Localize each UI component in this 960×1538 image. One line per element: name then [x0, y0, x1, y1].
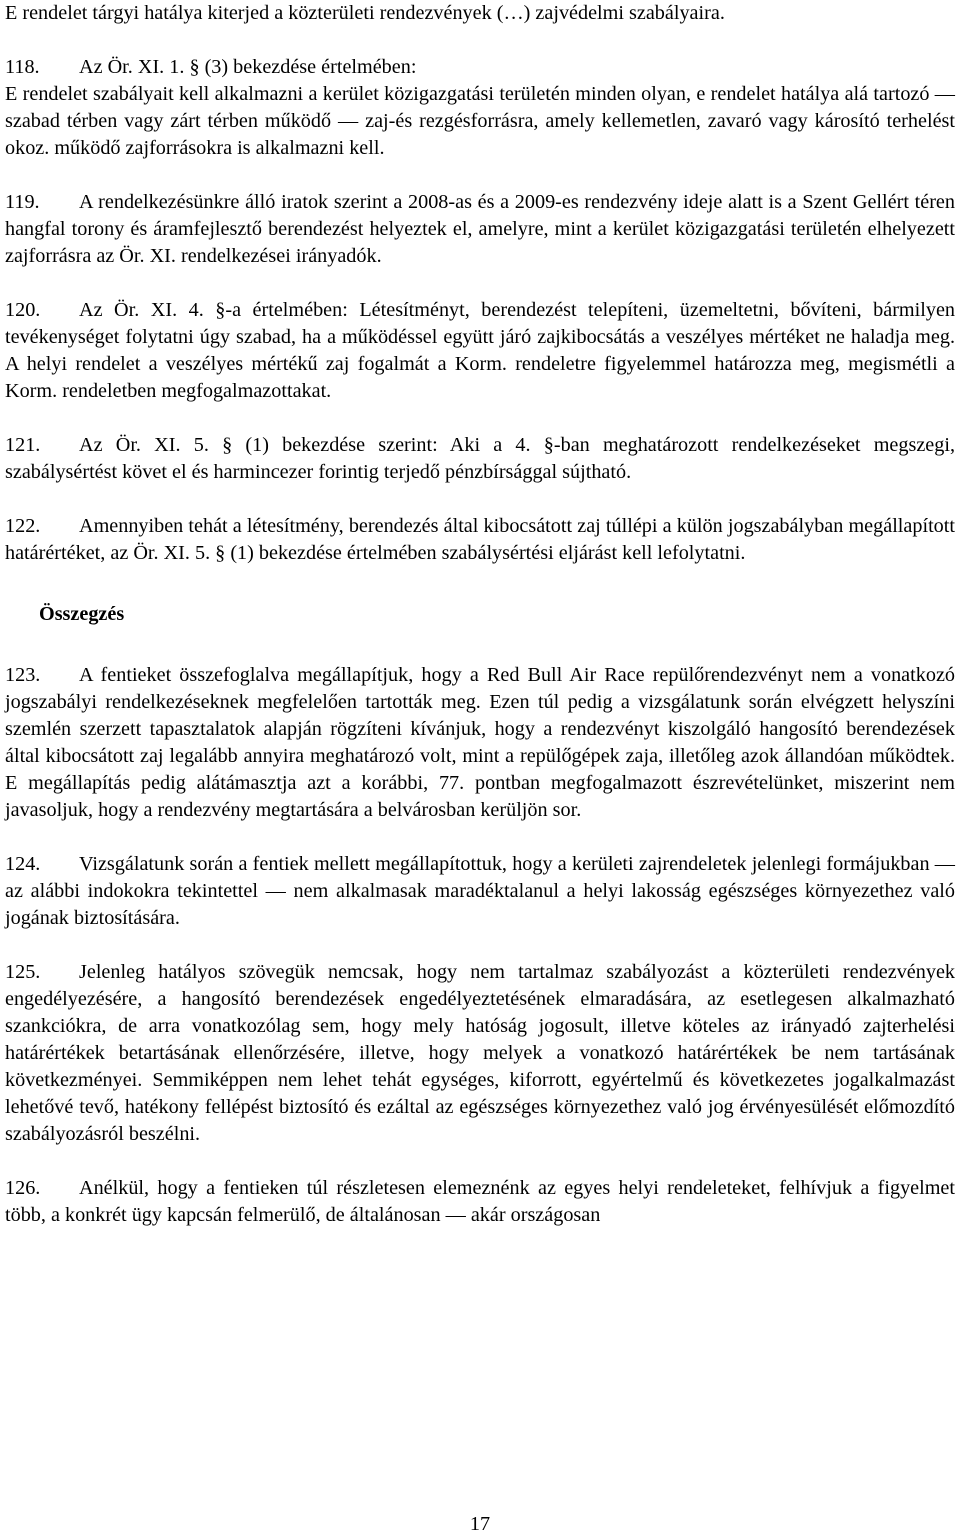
paragraph-119 [5, 189, 955, 270]
paragraph-118 [5, 54, 955, 162]
paragraph-number: 122. [5, 515, 41, 537]
paragraph-122 [5, 513, 955, 567]
paragraph-text: Vizsgálatunk során a fentiek mellett megállapítottuk, hogy a kerületi zajrendeletek jelenlegi formájukban — az alábbi indokokra tekintettel — nem alkalmasak maradéktalanul a helyi lakosság egészséges környezethez való jogának biztosítására. [5, 853, 955, 929]
document-page [5, 0, 955, 1229]
paragraph-number: 124. [5, 853, 41, 875]
spacer [5, 567, 955, 601]
paragraph-123 [5, 662, 955, 824]
spacer [5, 932, 955, 959]
spacer [5, 27, 955, 54]
paragraph-number: 126. [5, 1177, 41, 1199]
paragraph-124 [5, 851, 955, 932]
paragraph-126 [5, 1175, 955, 1229]
paragraph-text: Amennyiben tehát a létesítmény, berendezés által kibocsátott zaj túllépi a külön jogszabályban megállapított határértéket, az Ör. XI. 5. § (1) bekezdése értelmében szabálysértési eljárást kell lefolytatni. [5, 515, 955, 564]
spacer [5, 405, 955, 432]
paragraph-text: Az Ör. XI. 5. § (1) bekezdése szerint: Aki a 4. §-ban meghatározott rendelkezéseket megszegi, szabálysértést követ el és harmincezer forintig terjedő pénzbírsággal sújtható. [5, 434, 955, 483]
paragraph-number: 120. [5, 299, 41, 321]
section-heading: Összegzés [39, 603, 125, 625]
paragraph-text: Jelenleg hatályos szövegük nemcsak, hogy nem tartalmaz szabályozást a közterületi rendezvények engedélyezésére, a hangosító berendezések engedélyeztetésének elmaradására, az esetlegesen alkalmazható szankciókra, de arra vonatkozólag sem, hogy mely hatóság jogosult, illetve köteles az irányadó zajterhelési határértékek betartásának ellenőrzésére, illetve, hogy melyek a vonatkozó határértékek be nem tartásának következményei. Semmiképpen nem lehet tehát egységes, kiforrott, egyértelmű és következetes jogalkalmazást lehetővé tevő, hatékony fellépést biztosító és ezáltal az egészséges környezethez való jog érvényesülését előmozdító szabályozásról beszélni. [5, 961, 955, 1145]
spacer [5, 486, 955, 513]
page-number: 17 [469, 1513, 491, 1535]
spacer [5, 270, 955, 297]
paragraph-text: E rendelet szabályait kell alkalmazni a kerület közigazgatási területén minden olyan, e rendelet hatálya alá tartozó — szabad térben vagy zárt térben működő — zaj-és rezgésforrásra, amely kellemetlen, zavaró vagy károsító terhelést okoz. működő zajforrásokra is alkalmazni kell. [5, 83, 955, 159]
paragraph-125 [5, 959, 955, 1148]
paragraph-number: 119. [5, 191, 40, 213]
paragraph-text: Az Ör. XI. 4. §-a értelmében: Létesítményt, berendezést telepíteni, üzemeltetni, bővíteni, bármilyen tevékenységet folytatni úgy szabad, ha a működéssel együtt járó zajkibocsátás a veszélyes mértéket ne haladja meg. A helyi rendelet a veszélyes mértékű zaj fogalmát a Korm. rendeletre figyelemmel határozza meg, megismétli a Korm. rendeletben megfogalmazottakat. [5, 299, 955, 402]
paragraph-number: 118. [5, 56, 40, 78]
paragraph-text: Anélkül, hogy a fentieken túl részletesen elemeznénk az egyes helyi rendeleteket, felhívjuk a figyelmet több, a konkrét ügy kapcsán felmerülő, de általánosan — akár országosan [5, 1177, 955, 1226]
intro-line: E rendelet tárgyi hatálya kiterjed a közterületi rendezvények (…) zajvédelmi szabályaira. [5, 2, 725, 24]
paragraph-number: 121. [5, 434, 41, 456]
spacer [5, 162, 955, 189]
spacer [5, 1148, 955, 1175]
spacer [5, 824, 955, 851]
paragraph-number: 123. [5, 664, 41, 686]
paragraph-120 [5, 297, 955, 405]
paragraph-number: 125. [5, 961, 41, 983]
paragraph-121 [5, 432, 955, 486]
paragraph-text: A rendelkezésünkre álló iratok szerint a 2008-as és a 2009-es rendezvény ideje alatt is a Szent Gellért téren hangfal torony és áramfejlesztő berendezést helyeztek el, amelyre, mint a kerület közigazgatási területén elhelyezett zajforrásra az Ör. XI. rendelkezései irányadók. [5, 191, 955, 267]
spacer [5, 628, 955, 662]
paragraph-lead: Az Ör. XI. 1. § (3) bekezdése értelmében: [79, 56, 417, 78]
paragraph-text: A fentieket összefoglalva megállapítjuk, hogy a Red Bull Air Race repülőrendezvényt nem a vonatkozó jogszabályi rendelkezéseknek megfelelően tartották meg. Ezen túl pedig a vizsgálatunk során elvégzett helyszíni szemlén szerzett tapasztalatok alapján rögzíteni kívánjuk, hogy a rendezvényt kiszolgáló hangosító berendezések által kibocsátott zaj legalább annyira meghatározó volt, mint a repülőgépek zaja, illetőleg azok állandóan működtek. E megállapítás pedig alátámasztja azt a korábbi, 77. pontban megfogalmazott észrevételünket, miszerint nem javasoljuk, hogy a rendezvény megtartására a belvárosban kerüljön sor. [5, 664, 955, 821]
